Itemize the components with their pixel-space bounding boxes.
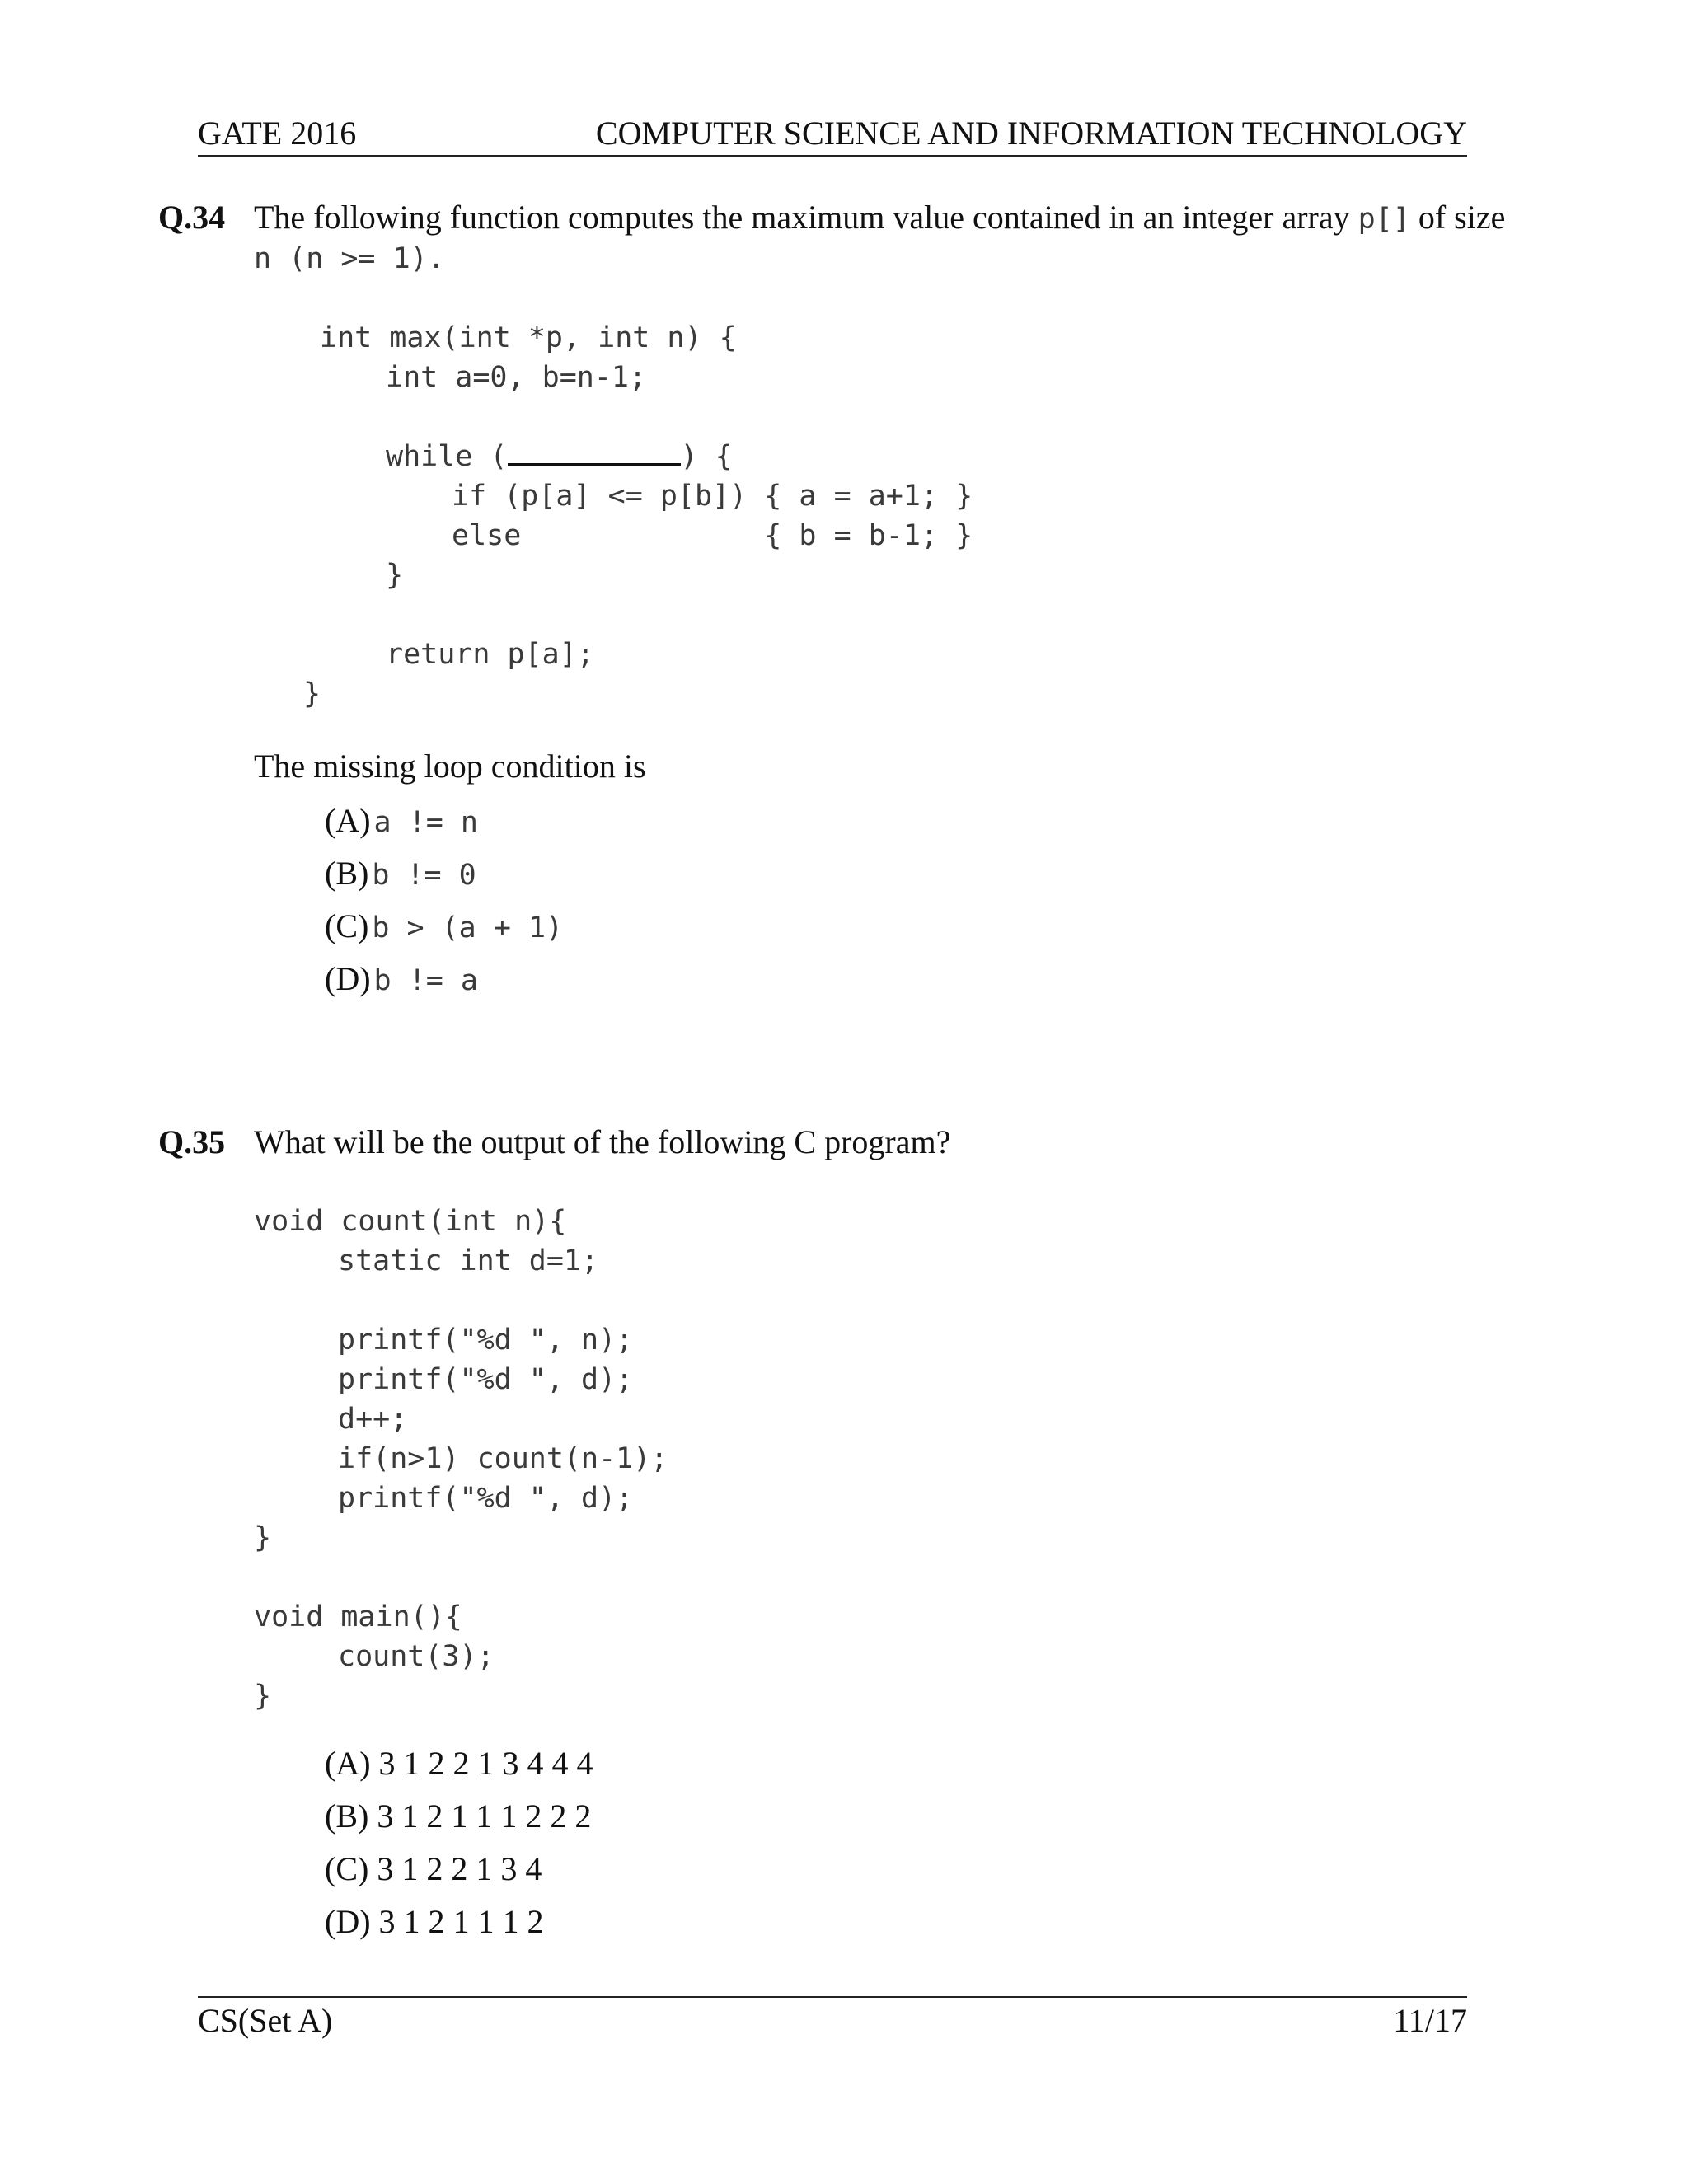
q35-option-b	[325, 1797, 591, 1836]
q34-code-line: return p[a];	[386, 638, 594, 671]
q35-code-line: printf("%d ", d);	[338, 1363, 634, 1396]
q34-option-b	[325, 854, 476, 895]
q34-text-before: The following function computes the maximum value contained in an integer array	[254, 199, 1350, 236]
option-value: 3 1 2 2 1 3 4 4 4	[378, 1745, 593, 1782]
q34-option-d	[325, 959, 478, 1001]
q35-code-line: }	[254, 1680, 272, 1713]
option-value: 3 1 2 1 1 1 2 2 2	[377, 1797, 592, 1835]
q34-option-a	[325, 801, 478, 842]
option-label: (D)	[325, 1903, 371, 1940]
option-label: (C)	[325, 1850, 369, 1887]
option-value: b > (a + 1)	[372, 912, 564, 944]
q34-array-code: p[]	[1357, 203, 1410, 236]
header-rule	[198, 155, 1467, 157]
q34-option-c	[325, 907, 563, 948]
q34-number: Q.34	[158, 199, 226, 236]
q35-code-line: printf("%d ", n);	[338, 1324, 634, 1357]
q34-code-line: if (p[a] <= p[b]) { a = a+1; }	[452, 480, 973, 513]
q34-blank-condition	[508, 438, 681, 466]
q35-code-line: static int d=1;	[338, 1244, 599, 1277]
q35-question: What will be the output of the following C program?	[254, 1123, 951, 1160]
q35-option-d	[325, 1902, 544, 1942]
option-label: (A)	[325, 1745, 371, 1782]
q34-code-line: int a=0, b=n-1;	[386, 361, 647, 394]
q35-option-c	[325, 1849, 542, 1889]
q34-code-line: }	[386, 559, 404, 592]
option-label: (B)	[325, 855, 369, 892]
option-value: b != 0	[372, 859, 476, 892]
option-value: b != a	[373, 964, 478, 997]
header-exam-title: GATE 2016	[198, 115, 357, 152]
footer-page-number: 11/17	[1393, 2002, 1467, 2039]
q34-question-line1	[254, 198, 1505, 239]
q35-code-line: void main(){	[254, 1601, 462, 1633]
footer-set-label: CS(Set A)	[198, 2002, 333, 2039]
header-subject-title: COMPUTER SCIENCE AND INFORMATION TECHNOLOGY	[595, 115, 1467, 152]
option-value: 3 1 2 2 1 3 4	[377, 1850, 542, 1887]
q35-code-line: printf("%d ", d);	[338, 1482, 634, 1515]
q35-option-a	[325, 1744, 593, 1783]
q34-question-line2: n (n >= 1).	[254, 242, 445, 275]
option-label: (B)	[325, 1797, 369, 1835]
q34-prompt: The missing loop condition is	[254, 748, 646, 785]
footer-rule	[198, 1996, 1467, 1998]
q34-while-keyword: while (	[386, 440, 508, 473]
option-label: (A)	[325, 802, 371, 839]
option-label: (C)	[325, 907, 369, 944]
q35-code-line: if(n>1) count(n-1);	[338, 1442, 668, 1475]
q34-code-line: int max(int *p, int n) {	[320, 321, 737, 354]
option-value: a != n	[373, 806, 478, 839]
q35-code-line: count(3);	[338, 1640, 495, 1673]
q34-code-line-while	[386, 437, 733, 476]
q35-code-line: d++;	[338, 1403, 408, 1436]
q34-code-line: else { b = b-1; }	[452, 519, 973, 552]
option-value: 3 1 2 1 1 1 2	[378, 1903, 544, 1940]
q35-number: Q.35	[158, 1123, 226, 1160]
option-label: (D)	[325, 960, 371, 997]
q34-code-line: }	[303, 677, 321, 710]
q34-text-after: of size	[1418, 199, 1506, 236]
q34-while-close: ) {	[680, 440, 733, 473]
q35-code-line: }	[254, 1521, 272, 1554]
q35-code-line: void count(int n){	[254, 1205, 567, 1238]
